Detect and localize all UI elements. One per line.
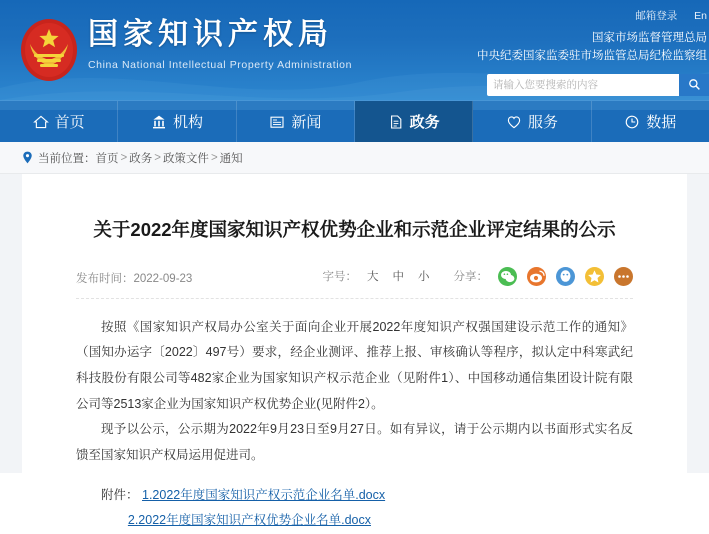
discipline-inspection-link[interactable]: 中央纪委国家监委驻市场监管总局纪检监察组 [477,49,707,62]
site-header [0,0,709,100]
fontsize-medium-button[interactable]: 中 [392,271,404,284]
share-label: 分享： [453,271,488,284]
article-paragraph-1: 按照《国家知识产权局办公室关于面向企业开展2022年度知识产权强国建设示范工作的通知》（国知办运字〔2022〕497号）要求，经企业测评、推荐上报、审核确认等程序，拟认定中科寒武纪科技股份有限公司等482家企业为国家知识产权示范企业（见附件1）、中国移动通信集团设计院有限公司等2513家企业为国家知识产权优势企业(见附件2）。 [76,319,633,411]
breadcrumb-separator-3: > [210,151,218,164]
search-input[interactable] [487,74,679,96]
search-button[interactable] [679,74,709,96]
main-navigation [0,100,709,142]
site-search[interactable] [487,74,709,96]
search-icon [688,78,701,91]
breadcrumb-item-home[interactable]: 首页 [95,152,119,165]
fontsize-large-button[interactable]: 大 [367,271,379,284]
wechat-icon[interactable] [498,267,517,286]
brand-title-en: China National Intellectual Property Administration [88,58,353,71]
service-icon [506,114,522,130]
location-pin-icon [22,151,33,164]
qzone-icon[interactable] [585,267,604,286]
national-emblem-icon [18,14,80,84]
nav-item-government-affairs[interactable] [355,101,473,142]
attachment-link-2[interactable]: 2.2022年度国家知识产权优势企业名单.docx [127,513,371,528]
meta-tools [323,267,634,286]
header-top-links [289,8,707,23]
news-icon [269,114,285,130]
breadcrumb-item-notice[interactable]: 通知 [219,152,243,165]
attachment-label: 附件： [101,487,139,502]
attachment-block [76,483,633,534]
more-share-icon[interactable] [614,267,633,286]
breadcrumb-separator-1: > [120,151,128,164]
nav-label-news: 新闻 [291,114,322,131]
samr-link[interactable]: 国家市场监督管理总局 [592,32,707,44]
article-paragraph-2: 现予以公示，公示期为2022年9月23日至9月27日。如有异议，请于公示期内以书面形式实名反馈至国家知识产权局运用促进司。 [76,422,633,462]
home-icon [33,114,49,130]
nav-item-service[interactable] [473,101,591,142]
qq-icon[interactable] [556,267,575,286]
nav-label-service: 服务 [527,114,558,131]
header-right-area [289,8,709,96]
fontsize-label: 字号： [322,271,357,284]
document-icon [388,114,404,130]
nav-item-data[interactable] [592,101,709,142]
language-en-link[interactable]: En [694,10,707,22]
publish-time: 发布时间：2022-09-23 [76,272,193,285]
breadcrumb-item-government-affairs[interactable]: 政务 [129,152,153,165]
fontsize-small-button[interactable]: 小 [418,271,430,284]
clock-data-icon [624,114,640,130]
nav-label-data: 数据 [646,114,677,131]
mail-login-link[interactable]: 邮箱登录 [635,10,678,22]
article-body [76,315,633,534]
brand-title-cn: 国家知识产权局 [88,18,333,51]
nav-label-government-affairs: 政务 [409,114,440,131]
nav-item-institution[interactable] [118,101,236,142]
page-title: 关于2022年度国家知识产权优势企业和示范企业评定结果的公示 [93,219,616,240]
nav-label-institution: 机构 [172,114,203,131]
institution-icon [151,114,167,130]
breadcrumb-separator-2: > [154,151,161,164]
nav-item-home[interactable] [0,101,118,142]
nav-label-home: 首页 [54,114,85,131]
affiliated-org-links [289,30,709,66]
breadcrumb-prefix: 当前位置： [38,152,96,165]
content-background [0,174,709,528]
sina-weibo-icon[interactable] [527,267,546,286]
nav-item-news[interactable] [237,101,355,142]
breadcrumb-item-policy-documents[interactable]: 政策文件 [162,152,209,165]
article-card [22,174,687,528]
attachment-link-1[interactable]: 1.2022年度国家知识产权示范企业名单.docx [142,487,386,502]
breadcrumb [0,142,709,174]
article-meta [76,270,633,299]
